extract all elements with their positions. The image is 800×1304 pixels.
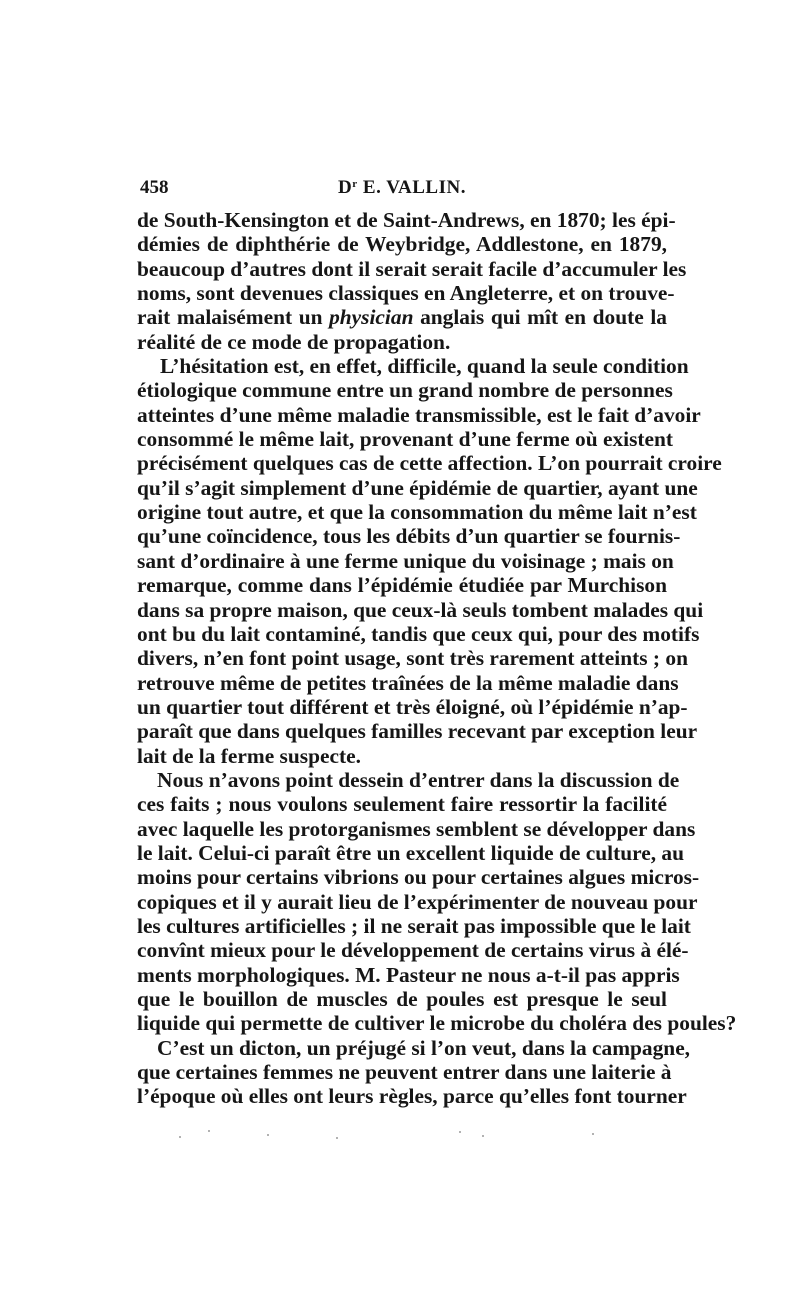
text-line: étiologique commune entre un grand nombre de personnes [137,378,673,403]
print-speck [267,1134,269,1136]
text-line: atteintes d’une même maladie transmissible, est le fait d’avoir [137,402,701,427]
text-line: noms, sont devenues classiques en Angleterre, et on trouve- [137,281,675,306]
print-speck [208,1130,210,1132]
text-line: L’hésitation est, en effet, difficile, quand la seule condition [160,354,689,379]
text-line: C’est un dicton, un préjugé si l’on veut, dans la campagne, [157,1035,691,1060]
text-line: moins pour certains vibrions ou pour certaines algues micros- [137,865,700,890]
text-line: un quartier tout différent et très éloigné, où l’épidémie n’ap- [137,694,688,719]
print-speck [482,1135,484,1137]
text-line: ont bu du lait contaminé, tandis que ceux qui, pour des motifs [137,621,700,646]
print-speck [336,1137,338,1139]
text-line: liquide qui permette de cultiver le microbe du choléra des poules? [137,1011,737,1036]
body-text [137,208,737,1109]
text-line: qu’il s’agit simplement d’une épidémie de quartier, ayant une [137,475,698,500]
text-line: origine tout autre, et que la consommation du même lait n’est [137,500,697,525]
running-head [137,176,667,200]
text-line: démies de diphthérie de Weybridge, Addlestone, en 1879, [137,232,667,257]
text-line: précisément quelques cas de cette affection. L’on pourrait croire [137,451,722,476]
text-line: que le bouillon de muscles de poules est presque le seul [137,987,667,1011]
text-line: Nous n’avons point dessein d’entrer dans la discussion de [157,767,680,792]
text-line: lait de la ferme suspecte. [137,743,361,768]
text-line: réalité de ce mode de propagation. [137,329,451,354]
print-speck [592,1133,594,1135]
print-speck [179,1136,181,1138]
text-line: ces faits ; nous voulons seulement faire ressortir la facilité [137,792,667,817]
text-line [137,305,667,329]
text-line: que certaines femmes ne peuvent entrer dans une laiterie à [137,1060,672,1085]
text-line: les cultures artificielles ; il ne serait pas impossible que le lait [137,913,691,938]
running-title-rest: E. VALLIN. [357,177,466,198]
text-line: ments morphologiques. M. Pasteur ne nous a-t-il pas appris [137,962,680,987]
text-line: copiques et il y aurait lieu de l’expérimenter de nouveau pour [137,889,698,914]
text-line: l’époque où elles ont leurs règles, parce qu’elles font tourner [137,1084,687,1109]
text-line: consommé le même lait, provenant d’une ferme où existent [137,427,674,452]
text-line: avec laquelle les protorganismes semblent se développer dans [137,816,696,841]
text-line-tail: anglais qui mît en doute la [413,305,667,330]
print-speck [459,1131,461,1133]
text-line: beaucoup d’autres dont il serait serait facile d’accumuler les [137,256,687,281]
running-title [137,176,667,200]
text-line: sant d’ordinaire à une ferme unique du voisinage ; mais on [137,548,674,573]
print-specks [137,1128,667,1148]
text-line-head: rait malaisément un [137,305,330,330]
text-line: qu’une coïncidence, tous les débits d’un quartier se fournis- [137,524,681,549]
running-title-sup: r [352,178,358,190]
text-line: retrouve même de petites traînées de la même maladie dans [137,670,679,695]
text-line: le lait. Celui-ci paraît être un excellent liquide de culture, au [137,840,684,865]
text-line: paraît que dans quelques familles recevant par exception leur [137,719,698,744]
text-line: remarque, comme dans l’épidémie étudiée par Murchison [137,573,667,598]
page-number: 458 [140,177,169,198]
text-line: divers, n’en font point usage, sont très rarement atteints ; on [137,646,688,671]
text-line: de South-Kensington et de Saint-Andrews, en 1870; les épi- [137,208,676,232]
running-title-prefix: D [338,177,353,198]
text-line: dans sa propre maison, que ceux-là seuls tombent malades qui [137,597,704,622]
italic-term: physician [329,305,414,330]
text-line: convînt mieux pour le développement de certains virus à élé- [137,938,689,963]
